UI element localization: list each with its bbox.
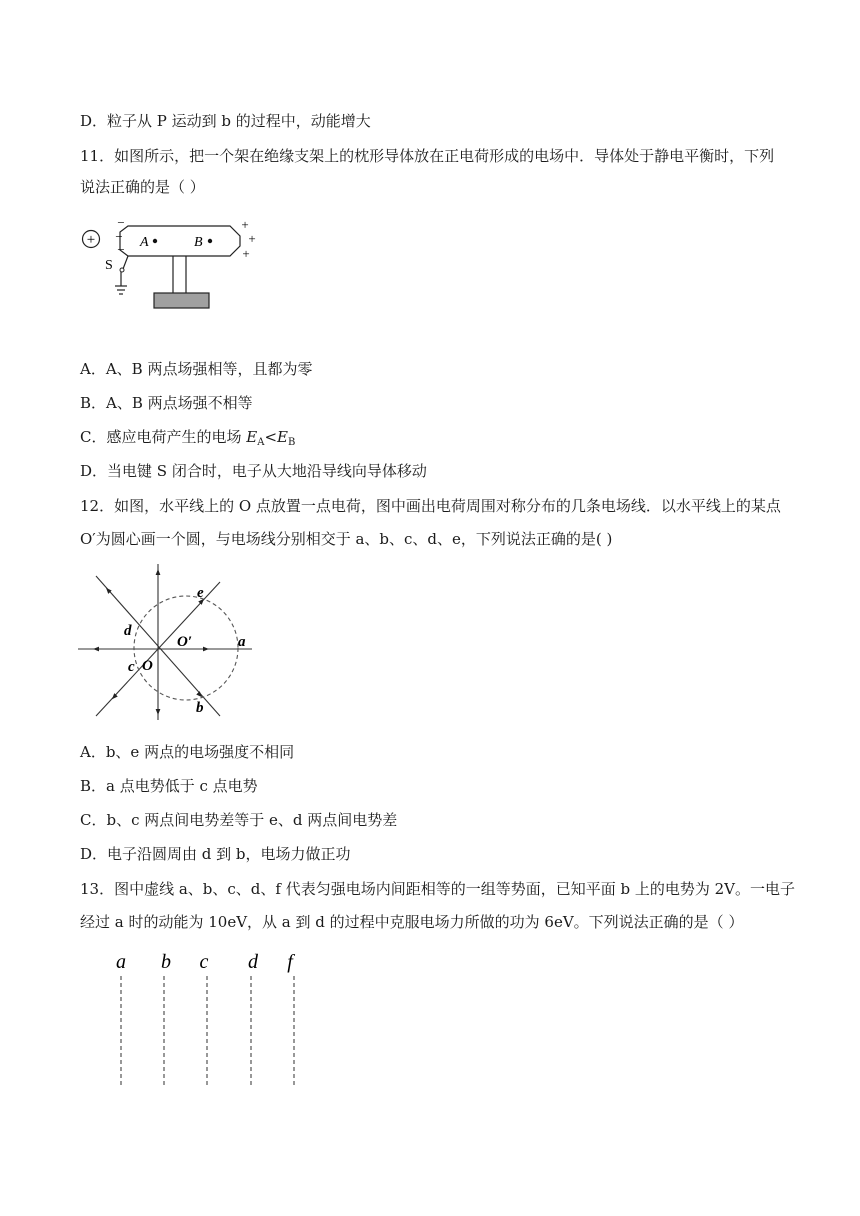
insulating-base [154, 293, 209, 308]
switch-label: S [105, 258, 113, 273]
q13-stem-line2: 经过 a 时的动能为 10eV，从 a 到 d 的过程中克服电场力所做的功为 6eV。下列说法正确的是（ ） [80, 913, 744, 931]
label-f: f [287, 951, 293, 973]
label-d: d [248, 951, 258, 973]
q12-option-a: A．b、e 两点的电场强度不相同 [80, 743, 295, 761]
q13-stem-line1: 13．图中虚线 a、b、c、d、f 代表匀强电场内间距相等的一组等势面，已知平面 b 上的电势为 2V。一电子 [80, 880, 796, 898]
charge-sign: + [86, 232, 96, 248]
q12-stem-line2: O′为圆心画一个圆，与电场线分别相交于 a、b、c、d、e，下列说法正确的是( ) [80, 530, 613, 548]
q11-option-d: D．当电键 S 闭合时，电子从大地沿导线向导体移动 [80, 462, 427, 480]
q11-option-b: B．A、B 两点场强不相等 [80, 394, 253, 412]
q11-figure-pillow-conductor [76, 212, 276, 314]
q11-option-c: C．感应电荷产生的电场 $E_A<E_B$ [80, 428, 296, 448]
switch-contact [120, 268, 124, 272]
label-c: c [199, 951, 209, 973]
label-c: c [128, 659, 135, 675]
plus-sign-1: + [241, 217, 249, 232]
q11-stem-line2: 说法正确的是（ ） [80, 178, 205, 196]
q12-figure-field-lines [78, 560, 258, 723]
q12-option-c: C．b、c 两点间电势差等于 e、d 两点间电势差 [80, 811, 398, 829]
point-b-dot [208, 239, 212, 243]
q12-option-b: B．a 点电势低于 c 点电势 [80, 777, 258, 795]
q12-stem-line1: 12．如图，水平线上的 O 点放置一点电荷，图中画出电荷周围对称分布的几条电场线．以水平线上的某点 [80, 497, 781, 515]
point-b-label: B [194, 235, 203, 250]
minus-sign-1: − [117, 215, 125, 230]
label-d: d [124, 623, 132, 639]
q13-figure-equipotential-surfaces [108, 948, 308, 1088]
point-a-label: A [140, 235, 149, 250]
plus-sign-2: + [248, 231, 256, 246]
pillow-conductor [120, 226, 240, 256]
label-e: e [197, 585, 204, 601]
q11-option-a: A．A、B 两点场强相等，且都为零 [80, 360, 313, 378]
label-a: a [238, 634, 246, 650]
q12-option-d: D．电子沿圆周由 d 到 b，电场力做正功 [80, 845, 351, 863]
label-a: a [116, 951, 126, 973]
label-o: O [142, 658, 153, 674]
plus-sign-3: + [242, 246, 250, 261]
q11-stem-line1: 11．如图所示，把一个架在绝缘支架上的枕形导体放在正电荷形成的电场中．导体处于静电平衡时，下列 [80, 147, 775, 165]
label-o-prime: O′ [177, 634, 193, 650]
label-b: b [161, 951, 171, 973]
q10-option-d: D．粒子从 P 运动到 b 的过程中，动能增大 [80, 112, 371, 130]
minus-sign-2: − [115, 229, 123, 244]
label-b: b [196, 700, 204, 716]
minus-sign-3: − [117, 242, 125, 257]
point-a-dot [153, 239, 157, 243]
